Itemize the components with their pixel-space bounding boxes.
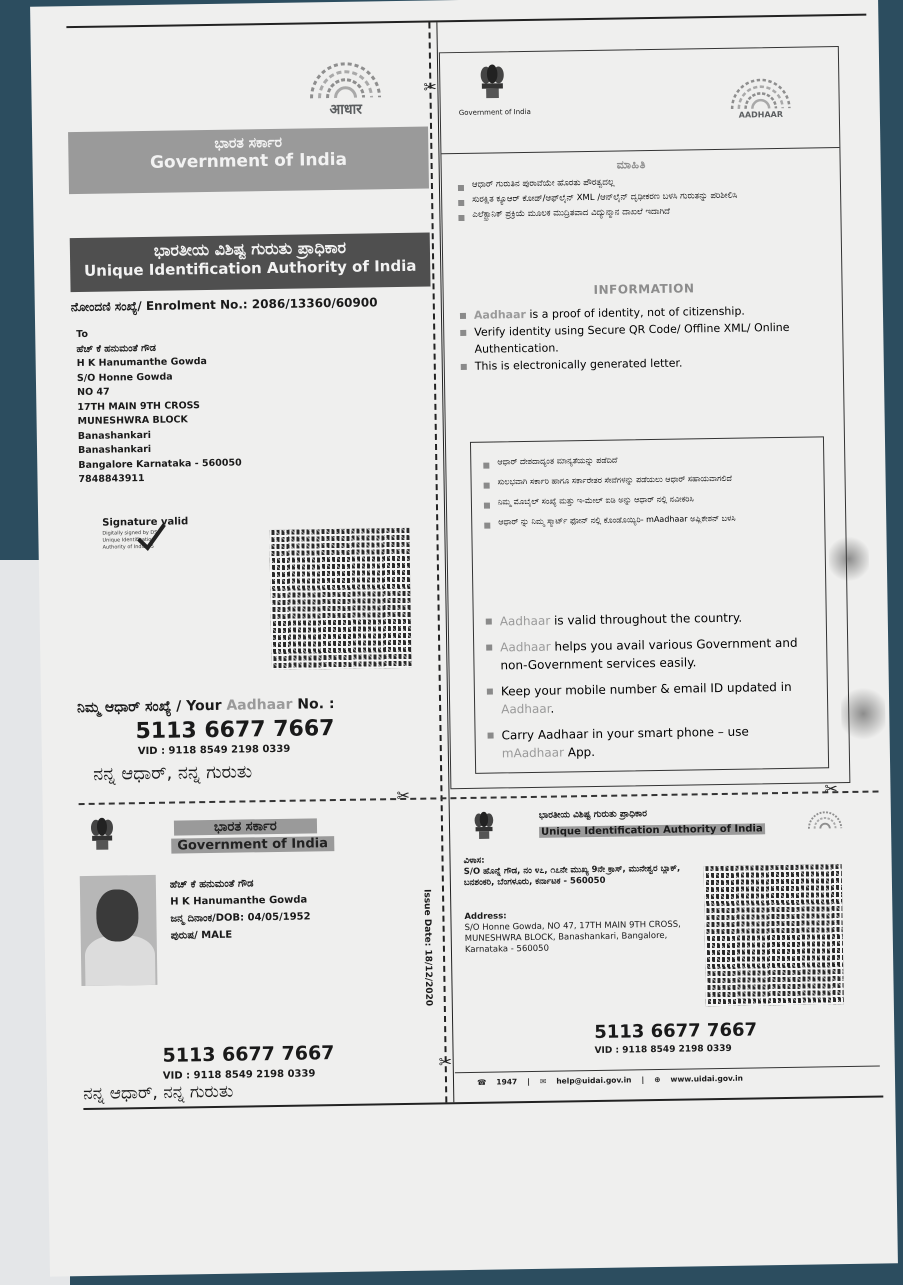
emblem-caption: Government of India [458,107,531,118]
ink-smudge [828,534,869,585]
info-item-kn: ಸುರಕ್ಷಿತ ಕ್ಯೂಆರ್ ಕೋಡ್/ಆಫ್‌ಲೈನ್ XML /ಆನ್‌ಲೈನ್ ದೃಢೀಕರಣ ಬಳಸಿ ಗುರುತನ್ನು ಪರಿಶೀಲಿಸಿ [456,189,776,206]
signature-detail: Digitally signed by DS Unique Identification Authority of India 05 [102,529,158,551]
globe-icon: ⊕ [654,1074,661,1085]
address-line: Bangalore Karnataka - 560050 [78,456,242,471]
scissors-icon: ✂ [824,779,839,799]
government-banner [68,127,429,195]
holder-name-en: H K Hanumanthe Gowda [170,894,308,908]
info-text: is a proof of identity, not of citizenship. [525,304,745,321]
card-tagline: ನನ್ನ ಆಧಾರ್, ನನ್ನ ಗುರುತು [83,1081,234,1105]
card-aadhaar-number: 5113 6677 7667 [162,1042,335,1067]
aadhaar-logo-text: AADHAAR [738,109,784,120]
footer-separator: | [527,1077,531,1087]
address-line: Banashankari [77,443,152,457]
info-item-kn: ಎಲೆಕ್ಟ್ರಾನಿಕ್ ಪ್ರಕ್ರಿಯೆ ಮೂಲಕ ಮುದ್ರಿತವಾದ ವಿದ್ಯುನ್ಮಾನ ದಾಖಲೆ ಇದಾಗಿದೆ [456,204,776,221]
benefit-text: Keep your mobile number & email ID updated in [500,679,792,699]
aadhaar-logo [806,810,844,831]
benefit-item-en [484,634,810,675]
ashoka-emblem-icon [478,64,507,106]
benefit-item-en [485,722,811,763]
aadhaar-highlight: Aadhaar [499,613,551,629]
info-column [438,16,880,1103]
to-label: To [76,328,89,341]
card-gov-en: Government of India [171,836,334,854]
scissors-icon: ✂ [396,785,411,806]
maadhaar-highlight: mAadhaar [501,745,565,761]
your-aadhaar-label-tail: No. : [292,696,335,713]
help-email: help@uidai.gov.in [556,1075,632,1086]
benefit-text-tail: . [550,701,555,716]
footer-separator: | [641,1075,645,1085]
benefit-text: Carry Aadhaar in your smart phone – use [501,724,749,743]
header-divider [441,147,839,154]
uidai-banner-kn: ಭಾರತೀಯ ವಿಶಿಷ್ಟ ಗುರುತು ಪ್ರಾಧಿಕಾರ [153,237,347,260]
info-heading-kn: ಮಾಹಿತಿ [616,158,646,172]
ashoka-emblem-icon [89,818,116,858]
benefit-item-en [484,608,809,631]
card-holder-details [170,874,311,944]
aadhaar-benefits-box [470,436,829,774]
aadhaar-letter-sheet [66,14,883,1110]
card-back-address-kn [463,852,698,889]
fingerprint-sun-icon [305,61,386,100]
aadhaar-logo [725,78,796,120]
address-line: 17TH MAIN 9TH CROSS [77,399,200,413]
uidai-banner [70,232,431,292]
address-kn-label: ವಿಳಾಸ: [463,855,485,867]
aadhaar-highlight: Aadhaar [226,696,293,714]
digital-signature [102,516,213,552]
fingerprint-sun-icon [725,78,795,111]
benefit-item-kn: ಸುಲಭವಾಗಿ ಸರ್ಕಾರಿ ಹಾಗೂ ಸರ್ಕಾರೇತರ ಸೇವೆಗಳನ್ನು ಪಡೆಯಲು ಆಧಾರ್ ಸಹಾಯವಾಗಲಿದೆ [482,472,802,489]
info-list-kn [456,174,777,221]
address-en-text: S/O Honne Gowda, NO 47, 17TH MAIN 9TH CROSS, MUNESHWRA BLOCK, Banashankari, Bangalore, Karnataka - 560050 [464,919,681,956]
your-aadhaar-label [77,696,335,716]
aadhaar-logo-text: आधार [329,101,363,119]
card-back-uidai-en: Unique Identification Authority of India [541,823,763,838]
your-aadhaar-label-en: / Your [171,697,227,715]
aadhaar-logo [305,61,386,119]
enrolment-label: ನೋಂದಣಿ ಸಂಖ್ಯೆ/ Enrolment No.: [70,297,248,315]
benefit-item-en [485,678,811,719]
card-back-address-en [464,908,695,956]
website: www.uidai.gov.in [670,1073,744,1084]
footer-divider [455,1066,880,1074]
photo-head [96,889,139,942]
signature-label: Signature valid [102,516,189,529]
address-line: MUNESHWRA BLOCK [77,414,188,428]
contact-footer [477,1074,743,1087]
address-line: H K Hanumanthe Gowda [76,356,208,370]
benefit-item-kn: ಆಧಾರ್ ನ್ನು ನಿಮ್ಮ ಸ್ಮಾರ್ಟ್ ಫೋನ್ ನಲ್ಲಿ ಕೊಂಡೊಯ್ಯಿರಿ- mAadhaar ಅಪ್ಲಿಕೇಶನ್ ಬಳಸಿ [482,512,802,529]
your-aadhaar-label-kn: ನಿಮ್ಮ ಆಧಾರ್ ಸಂಖ್ಯೆ [76,698,172,717]
benefit-text: helps you avail various Government and non-Government services easily. [500,635,798,673]
info-text: This is electronically generated letter. [474,356,683,373]
letter-column [66,23,443,1109]
card-back-vid: VID : 9118 8549 2198 0339 [594,1043,732,1057]
letter-aadhaar-number: 5113 6677 7667 [135,716,335,745]
benefit-item-kn: ಆಧಾರ್ ದೇಶದಾದ್ಯಂತ ಮಾನ್ಯತೆಯನ್ನು ಪಡೆದಿದೆ [481,452,801,469]
aadhaar-highlight: Aadhaar [473,307,526,322]
info-item-kn: ಆಧಾರ್ ಗುರುತಿನ ಪುರಾವೆಯೇ ಹೊರತು ಪೌರತ್ವದಲ್ಲ [456,174,776,191]
aadhaar-highlight: Aadhaar [501,701,551,717]
info-text: Verify identity using Secure QR Code/ Offline XML/ Online Authentication. [474,320,790,356]
photo-body [85,935,156,986]
uidai-banner-en: Unique Identification Authority of India [83,256,417,280]
address-line: NO 47 [77,386,110,399]
card-gov-kn: ಭಾರತ ಸರ್ಕಾರ [174,818,317,835]
letter-qr-code [269,528,411,670]
benefit-item-kn: ನಿಮ್ಮ ಮೊಬೈಲ್ ಸಂಖ್ಯೆ ಮತ್ತು ಇ-ಮೇಲ್ ಐಡಿ ಅನ್ನು ಆಧಾರ್ ನಲ್ಲಿ ನವೀಕರಿಸಿ [482,492,802,509]
letter-tagline: ನನ್ನ ಆಧಾರ್, ನನ್ನ ಗುರುತು [92,761,253,785]
benefit-text: is valid throughout the country. [550,610,743,628]
address-en-label: Address: [464,911,507,923]
fingerprint-sun-icon [806,810,844,831]
gov-banner-en: Government of India [149,149,348,173]
scissors-icon: ✂ [423,77,437,97]
holder-dob: ಜನ್ಮ ದಿನಾಂಕ/DOB: 04/05/1952 [170,911,311,925]
letter-vid: VID : 9118 8549 2198 0339 [137,743,291,758]
holder-name-kn: ಹೆಚ್ ಕೆ ಹನುಮಂತೆ ಗೌಡ [169,878,254,891]
benefits-list-en [484,608,811,763]
scissors-icon: ✂ [438,1052,453,1072]
mobile-number: 7848843911 [78,472,145,486]
ashoka-emblem-icon [473,812,496,846]
helpline-number: 1947 [496,1077,518,1087]
ink-smudge [841,683,886,744]
address-line: ಹೆಚ್ ಕೆ ಹನುಮಂತೆ ಗೌಡ [76,342,156,355]
card-back-qr-code [704,864,844,1006]
checkmark-icon [136,523,166,551]
benefit-text-tail: App. [563,744,596,760]
issue-date: Issue Date: 18/12/2020 [421,889,434,1007]
info-list-en [458,301,834,375]
card-back-uidai-kn: ಭಾರತೀಯ ವಿಶಿಷ್ಟ ಗುರುತು ಪ್ರಾಧಿಕಾರ [538,809,648,821]
benefits-list-kn [481,452,802,529]
card-back-aadhaar-number: 5113 6677 7667 [594,1019,758,1044]
email-icon: ✉ [539,1076,547,1086]
recipient-address [76,325,242,487]
aadhaar-letter-page [30,0,898,1277]
holder-gender: ಪುರುಷ/ MALE [170,929,233,942]
enrolment-row [71,295,378,315]
address-line: Banashankari [77,429,151,442]
address-line: S/O Honne Gowda [76,371,173,384]
gov-banner-kn: ಭಾರತ ಸರ್ಕಾರ [214,134,283,152]
holder-photo [80,875,158,986]
address-kn-text: S/O ಹೊನ್ನೆ ಗೌಡ, ನಂ ೪೭, ೧೭ನೇ ಮುಖ್ಯ 9ನೇ ಕ್ರಾಸ್, ಮುನೇಶ್ವರ ಬ್ಲಾಕ್, ಬನಶಂಕರಿ, ಬೆಂಗಳೂರು, ಕರ್ನಾಟಕ - 560050 [463,863,681,889]
aadhaar-highlight: Aadhaar [500,639,551,655]
info-heading-en: INFORMATION [593,281,695,297]
card-vid: VID : 9118 8549 2198 0339 [162,1068,316,1082]
phone-icon: ☎ [476,1077,487,1087]
enrolment-number: 2086/13360/60900 [251,295,378,312]
